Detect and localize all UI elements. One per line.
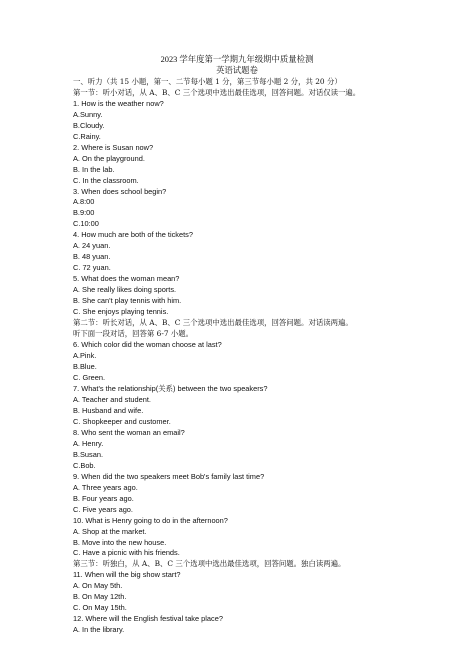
answer-option: B. Husband and wife. <box>73 405 144 415</box>
answer-option: B. On May 12th. <box>73 592 127 602</box>
answer-option: A. On the playground. <box>73 153 145 163</box>
answer-option: C.10:00 <box>73 219 99 229</box>
section-instruction: 听下面一段对话，回答第 6-7 小题。 <box>73 329 194 339</box>
answer-option: B. 48 yuan. <box>73 252 111 262</box>
exam-subtitle: 英语试题卷 <box>216 66 258 76</box>
question-text: 10. What is Henry going to do in the afternoon? <box>73 515 228 525</box>
answer-option: A.Pink. <box>73 351 97 361</box>
answer-option: A.8:00 <box>73 197 95 207</box>
answer-option: B.Blue. <box>73 362 97 371</box>
answer-option: B. In the lab. <box>73 164 115 174</box>
part-heading: 一、听力（共 15 小题，第一、二节每小题 1 分，第三节每小题 2 分，共 20 分） <box>73 76 342 86</box>
exam-title: 2023 学年度第一学期九年级期中质量检测 <box>160 55 314 64</box>
question-text: 3. When does school begin? <box>73 186 167 196</box>
answer-option: C. Five years ago. <box>73 504 133 514</box>
answer-option: B.9:00 <box>73 208 95 218</box>
section-instruction: 第一节：听小对话，从 A、B、C 三个选项中选出最佳选项，回答问题。对话仅读一遍。 <box>73 87 361 97</box>
answer-option: A. Henry. <box>73 438 104 448</box>
answer-option: A. Three years ago. <box>73 482 138 492</box>
answer-option: A. On May 5th. <box>73 581 123 591</box>
question-text: 1. How is the weather now? <box>73 98 164 108</box>
answer-option: C.Bob. <box>73 460 96 470</box>
question-text: 8. Who sent the woman an email? <box>73 427 185 437</box>
answer-option: C. She enjoys playing tennis. <box>73 307 169 317</box>
section-instruction: 第二节：听长对话，从 A、B、C 三个选项中选出最佳选项，回答问题。对话读两遍。 <box>73 318 353 328</box>
answer-option: A. She really likes doing sports. <box>73 285 177 295</box>
answer-option: C. In the classroom. <box>73 175 139 185</box>
answer-option: C. Shopkeeper and customer. <box>73 416 171 426</box>
answer-option: A. 24 yuan. <box>73 241 111 251</box>
answer-option: A. Teacher and student. <box>73 394 151 404</box>
answer-option: B.Cloudy. <box>73 120 105 130</box>
answer-option: B. She can't play tennis with him. <box>73 296 182 306</box>
exam-body <box>73 77 474 636</box>
answer-option: C. 72 yuan. <box>73 263 111 273</box>
question-text: 5. What does the woman mean? <box>73 274 180 284</box>
question-text: 11. When will the big show start? <box>73 570 181 580</box>
question-text: 6. Which color did the woman choose at last? <box>73 340 222 350</box>
answer-option: C.Rainy. <box>73 131 101 141</box>
answer-option: A. Shop at the market. <box>73 526 147 536</box>
answer-option: C. Green. <box>73 372 106 382</box>
question-text: 12. Where will the English festival take place? <box>73 614 223 624</box>
answer-option: B. Four years ago. <box>73 493 134 503</box>
answer-option: A.Sunny. <box>73 109 103 119</box>
question-text: 4. How much are both of the tickets? <box>73 230 193 240</box>
question-text: 2. Where is Susan now? <box>73 142 154 152</box>
answer-option: B. Move into the new house. <box>73 537 167 547</box>
answer-option: B.Susan. <box>73 449 103 459</box>
section-instruction: 第三节：听独白，从 A、B、C 三个选项中选出最佳选项，回答问题。独白读两遍。 <box>73 559 346 569</box>
answer-option: A. In the library. <box>73 625 125 635</box>
answer-option: C. Have a picnic with his friends. <box>73 548 180 558</box>
question-text: 7. What's the relationship(关系) between the two speakers? <box>73 383 268 393</box>
answer-option: C. On May 15th. <box>73 603 127 613</box>
question-text: 9. When did the two speakers meet Bob's family last time? <box>73 471 265 481</box>
